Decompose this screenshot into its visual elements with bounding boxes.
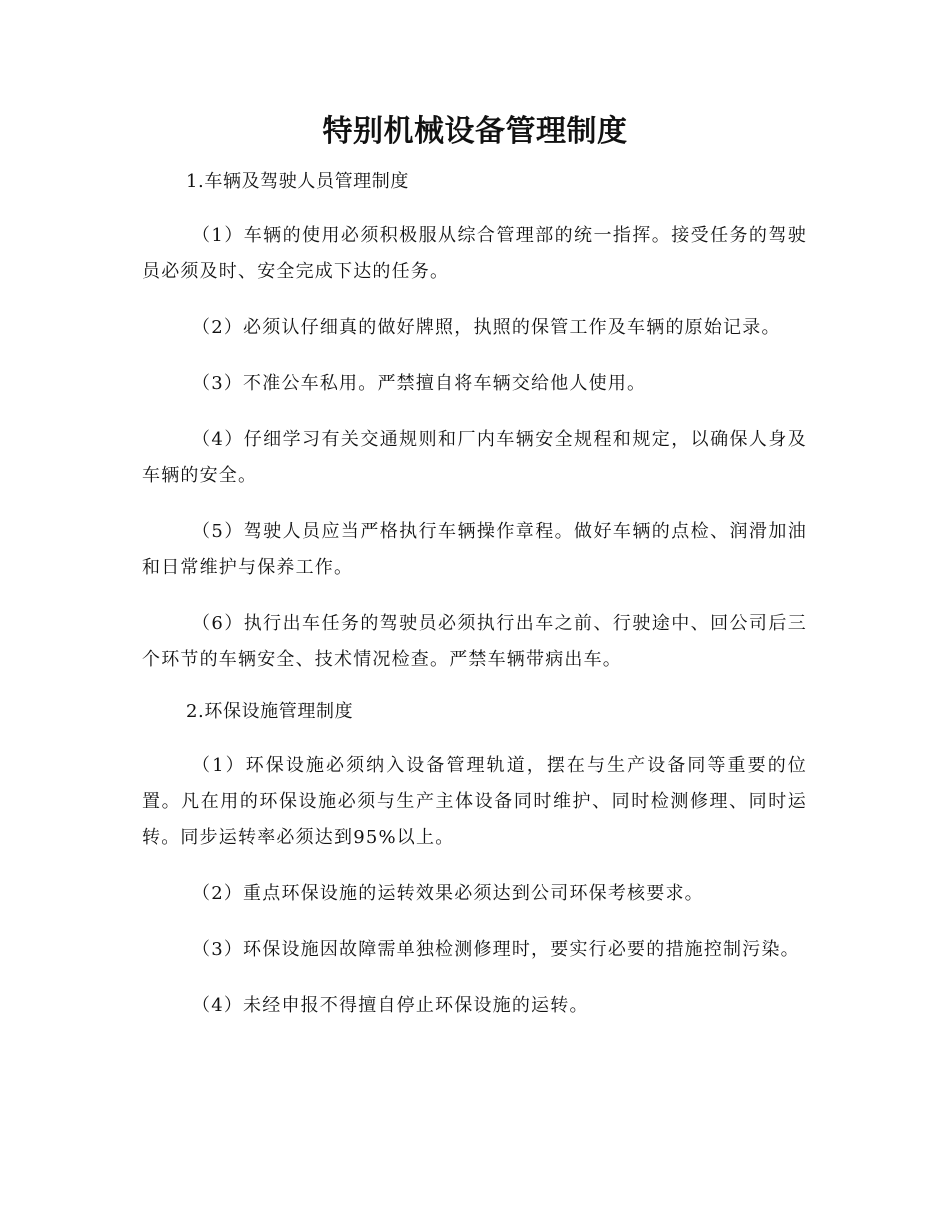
rule-paragraph: （2）必须认仔细真的做好牌照，执照的保管工作及车辆的原始记录。 [192,317,781,338]
rule-paragraph: （1）环保设施必须纳入设备管理轨道，摆在与生产设备同等重要的位置。凡在用的环保设施必须与生产主体设备同时维护、同时检测修理、同时运转。同步运转率必须达到95%以上。 [142,755,807,848]
section-heading: 1.车辆及驾驶人员管理制度 [186,171,409,192]
rule-paragraph: （6）执行出车任务的驾驶员必须执行出车之前、行驶途中、回公司后三个环节的车辆安全、技术情况检查。严禁车辆带病出车。 [142,613,807,670]
section-heading: 2.环保设施管理制度 [186,701,354,722]
rule-paragraph: （5）驾驶人员应当严格执行车辆操作章程。做好车辆的点检、润滑加油和日常维护与保养工作。 [142,521,807,578]
document-title: 特别机械设备管理制度 [322,114,628,149]
section-environmental-facilities [142,698,807,1024]
rule-paragraph: （1）车辆的使用必须积极服从综合管理部的统一指挥。接受任务的驾驶员必须及时、安全完成下达的任务。 [142,225,807,282]
rule-paragraph: （4）仔细学习有关交通规则和厂内车辆安全规程和规定，以确保人身及车辆的安全。 [142,429,807,486]
rule-paragraph: （3）不准公车私用。严禁擅自将车辆交给他人使用。 [192,373,647,394]
section-vehicle-management [142,168,807,678]
rule-paragraph: （3）环保设施因故障需单独检测修理时，要实行必要的措施控制污染。 [192,939,800,960]
rule-paragraph: （4）未经申报不得擅自停止环保设施的运转。 [192,995,589,1016]
document-body [142,168,807,1044]
rule-paragraph: （2）重点环保设施的运转效果必须达到公司环保考核要求。 [192,883,704,904]
